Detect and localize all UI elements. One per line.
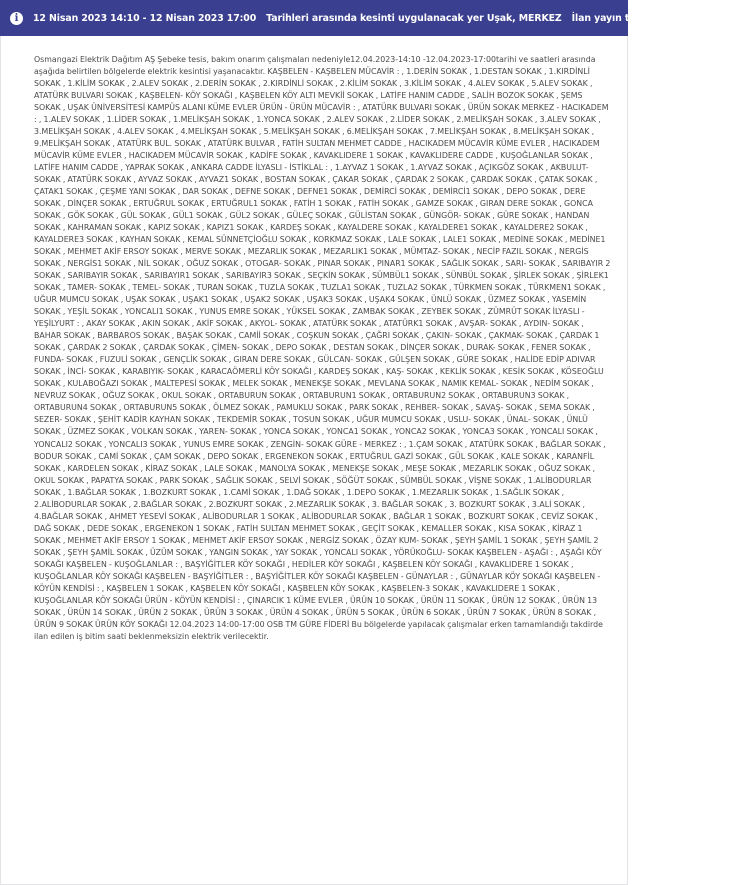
outage-header[interactable] — [0, 0, 734, 36]
outage-location: Tarihleri arasında kesinti uygulanacak yer Uşak, MERKEZ — [266, 12, 562, 24]
info-icon: i — [10, 12, 23, 25]
outage-date-range: 12 Nisan 2023 14:10 - 12 Nisan 2023 17:00 — [33, 12, 257, 24]
outage-details-panel — [0, 36, 628, 885]
outage-description: Osmangazi Elektrik Dağıtım AŞ Şebeke tesis, bakım onarım çalışmaları nedeniyle12.04.2023-14:10 -12.04.2023-17:00tarihi ve saatleri arasında aşağıda belirtilen bölgelerde elektrik kesintisi yaşanacaktır. KAŞBELEN - KAŞBELEN MÜCAVİR : , 1.DERİN SOKAK , 1.DESTAN SOKAK , 1.KIRDİNLİ SOKAK , 1.KİLİM SOKAK , 2.ALEV SOKAK , 2.DERİN SOKAK , 2.KIRDİNLİ SOKAK , 2.KİLİM SOKAK , 3.KİLİM SOKAK , 4.ALEV SOKAK , 5.ALEV SOKAK , ATATÜRK BULVARI SOKAK , KAŞBELEN- KÖY SOKAĞI , KAŞBELEN KÖY ALTI MEVKİİ SOKAK , LATİFE HANIM CADDE , SALİH BOZOK SOKAK , ŞEMS SOKAK , UŞAK ÜNİVERSİTESİ KAMPÜS ALANI KÜME EVLER ÜRÜN - ÜRÜN MÜCAVİR : , ATATÜRK BULVARI SOKAK , ÜRÜN SOKAK MERKEZ - HACIKADEM : , 1.ALEV SOKAK , 1.LİDER SOKAK , 1.MELİKŞAH SOKAK , 1.YONCA SOKAK , 2.ALEV SOKAK , 2.LİDER SOKAK , 2.MELİKŞAH SOKAK , 3.ALEV SOKAK , 3.MELİKŞAH SOKAK , 4.ALEV SOKAK , 4.MELİKŞAH SOKAK , 5.MELİKŞAH SOKAK , 6.MELİKŞAH SOKAK , 7.MELİKŞAH SOKAK , 8.MELİKŞAH SOKAK , 9.MELİKŞAH SOKAK , ATATÜRK BUL. SOKAK , ATATÜRK BULVAR , FATİH SULTAN MEHMET CADDE , HACIKADEM MÜCAVİR KÜME EVLER , HACIKADEM MÜCAVİR KÜME EVLER , HACIKADEM MÜCAVİR SOKAK , KADİFE SOKAK , KAVAKLIDERE 1 SOKAK , KAVAKLIDERE CADDE , KUŞOĞLANLAR SOKAK , LATİFE HANIM CADDE , YAPRAK SOKAK , ANKARA CADDE İLYASLI - İSTİKLAL : , 1.AYVAZ 1 SOKAK , 1.AYVAZ SOKAK , AÇIKGÖZ SOKAK , AKBULUT- SOKAK , ATATÜRK SOKAK , AYVAZ SOKAK , AYVAZ1 SOKAK , BOSTAN SOKAK , ÇAKAR SOKAK , ÇARDAK 2 SOKAK , ÇARDAK SOKAK , ÇATAK SOKAK , ÇATAK1 SOKAK , ÇEŞME YANI SOKAK , DAR SOKAK , DEFNE SOKAK , DEFNE1 SOKAK , DEMİRCİ SOKAK , DEMİRCİ1 SOKAK , DEPO SOKAK , DERE SOKAK , DİNÇER SOKAK , ERTUĞRUL SOKAK , ERTUĞRUL1 SOKAK , FATİH 1 SOKAK , FATİH SOKAK , GAMZE SOKAK , GIRAN DERE SOKAK , GONCA SOKAK , GÖK SOKAK , GÜL SOKAK , GÜL1 SOKAK , GÜL2 SOKAK , GÜLEÇ SOKAK , GÜLİSTAN SOKAK , GÜNGÖR- SOKAK , GÜRE SOKAK , HANDAN SOKAK , KAHRAMAN SOKAK , KAPIZ SOKAK , KAPIZ1 SOKAK , KARDEŞ SOKAK , KAYALDERE SOKAK , KAYALDERE1 SOKAK , KAYALDERE2 SOKAK , KAYALDERE3 SOKAK , KAYHAN SOKAK , KEMAL SÜNNETÇİOĞLU SOKAK , KORKMAZ SOKAK , LALE SOKAK , LALE1 SOKAK , MEDİNE SOKAK , MEDİNE1 SOKAK , MEHMET AKİF ERSOY SOKAK , MERVE SOKAK , MEZARLIK SOKAK , MEZARLIK1 SOKAK , MÜMTAZ- SOKAK , NECİP FAZIL SOKAK , NERGİS SOKAK , NERGİS1 SOKAK , NİL SOKAK , OĞUZ SOKAK , OTOGAR- SOKAK , PINAR SOKAK , PINAR1 SOKAK , SAĞLIK SOKAK , SARI- SOKAK , SARIBAYIR 2 SOKAK , SARIBAYIR SOKAK , SARIBAYIR1 SOKAK , SARIBAYIR3 SOKAK , SEÇKİN SOKAK , SÜMBÜL1 SOKAK , SÜNBÜL SOKAK , ŞİRLEK SOKAK , ŞİRLEK1 SOKAK , TAMER- SOKAK , TEMEL- SOKAK , TURAN SOKAK , TUZLA SOKAK , TUZLA1 SOKAK , TUZLA2 SOKAK , TÜRKMEN SOKAK , TÜRKMEN1 SOKAK , UĞUR MUMCU SOKAK , UŞAK SOKAK , UŞAK1 SOKAK , UŞAK2 SOKAK , UŞAK3 SOKAK , UŞAK4 SOKAK , ÜNLÜ SOKAK , ÜZMEZ SOKAK , YASEMİN SOKAK , YEŞİL SOKAK , YONCALI1 SOKAK , YUNUS EMRE SOKAK , YÜKSEL SOKAK , ZAMBAK SOKAK , ZEYBEK SOKAK , ZÜMRÜT SOKAK İLYASLI - YEŞİLYURT : , AKAY SOKAK , AKIN SOKAK , AKİF SOKAK , AKYOL- SOKAK , ATATÜRK SOKAK , ATATÜRK1 SOKAK , AVŞAR- SOKAK , AYDIN- SOKAK , BAHAR SOKAK , BARBAROS SOKAK , BAŞAK SOKAK , CAMİİ SOKAK , COŞKUN SOKAK , ÇAĞRI SOKAK , ÇAKIN- SOKAK , ÇAKMAK- SOKAK , ÇARDAK 1 SOKAK , ÇARDAK 2 SOKAK , ÇARDAK SOKAK , ÇİMEN- SOKAK , DEPO SOKAK , DESTAN SOKAK , DİNÇER SOKAK , DURAK- SOKAK , FENER SOKAK , FUNDA- SOKAK , FUZULİ SOKAK , GENÇLİK SOKAK , GIRAN DERE SOKAK , GÜLCAN- SOKAK , GÜLŞEN SOKAK , GÜRE SOKAK , HALİDE EDİP ADIVAR SOKAK , İNCİ- SOKAK , KARABIYIK- SOKAK , KARACAÖMERLİ KÖY SOKAĞI , KARDEŞ SOKAK , KAŞ- SOKAK , KEKLİK SOKAK , KESİK SOKAK , KÖSEOĞLU SOKAK , KULABOĞAZI SOKAK , MALTEPESİ SOKAK , MELEK SOKAK , MENEKŞE SOKAK , MEVLANA SOKAK , NAMIK KEMAL- SOKAK , NEDİM SOKAK , NEVRUZ SOKAK , OĞUZ SOKAK , OKUL SOKAK , ORTABURUN SOKAK , ORTABURUN1 SOKAK , ORTABURUN2 SOKAK , ORTABURUN3 SOKAK , ORTABURUN4 SOKAK , ORTABURUN5 SOKAK , ÖLMEZ SOKAK , PAMUKLU SOKAK , PARK SOKAK , REHBER- SOKAK , SAVAŞ- SOKAK , SEMA SOKAK , SEZER- SOKAK , ŞEHİT KADİR KAYHAN SOKAK , TEKDEMİR SOKAK , TOSUN SOKAK , UĞUR MUMCU SOKAK , USLU- SOKAK , ÜNAL- SOKAK , ÜNLÜ SOKAK , ÜZMEZ SOKAK , VOLKAN SOKAK , YAREN- SOKAK , YONCA SOKAK , YONCA1 SOKAK , YONCA2 SOKAK , YONCA3 SOKAK , YONCALI SOKAK , YONCALI2 SOKAK , YONCALI3 SOKAK , YUNUS EMRE SOKAK , ZENGİN- SOKAK GÜRE - MERKEZ : , 1.ÇAM SOKAK , ATATÜRK SOKAK , BAĞLAR SOKAK , BODUR SOKAK , CAMİ SOKAK , ÇAM SOKAK , DEPO SOKAK , ERGENEKON SOKAK , ERTUĞRUL GAZİ SOKAK , GÜL SOKAK , KALE SOKAK , KARANFİL SOKAK , KARDELEN SOKAK , KİRAZ SOKAK , LALE SOKAK , MANOLYA SOKAK , MENEKŞE SOKAK , MEŞE SOKAK , MEZARLIK SOKAK , OĞUZ SOKAK , OKUL SOKAK , PAPATYA SOKAK , PARK SOKAK , SAĞLIK SOKAK , SELVİ SOKAK , SÖĞÜT SOKAK , SÜMBÜL SOKAK , VİŞNE SOKAK , 1.ALİBODURLAR SOKAK , 1.BAĞLAR SOKAK , 1.BOZKURT SOKAK , 1.CAMİ SOKAK , 1.DAĞ SOKAK , 1.DEPO SOKAK , 1.MEZARLIK SOKAK , 1.SAĞLIK SOKAK , 2.ALİBODURLAR SOKAK , 2.BAĞLAR SOKAK , 2.BOZKURT SOKAK , 2.MEZARLIK SOKAK , 3. BAĞLAR SOKAK , 3. BOZKURT SOKAK , 3.ALİ SOKAK , 4.BAĞLAR SOKAK , AHMET YESEVİ SOKAK , ALİBODURLAR 1 SOKAK , ALİBODURLAR SOKAK , BAĞLAR 1 SOKAK , BOZKURT SOKAK , CEVİZ SOKAK , DAĞ SOKAK , DEDE SOKAK , ERGENEKON 1 SOKAK , FATİH SULTAN MEHMET SOKAK , GEÇİT SOKAK , KEMALLER SOKAK , KISA SOKAK , KİRAZ 1 SOKAK , MEHMET AKİF ERSOY 1 SOKAK , MEHMET AKİF ERSOY SOKAK , NERGİZ SOKAK , ÖZAY KUM- SOKAK , ŞEYH ŞAMİL 1 SOKAK , ŞEYH ŞAMİL 2 SOKAK , ŞEYH ŞAMİL SOKAK , ÜZÜM SOKAK , YANGIN SOKAK , YAY SOKAK , YONCALI SOKAK , YÖRÜKOĞLU- SOKAK KAŞBELEN - AŞAĞI : , AŞAĞI KÖY SOKAĞI KAŞBELEN - KUŞOĞLANLAR : , BAŞYİĞİTLER KÖY SOKAĞI , HEDİLER KÖY SOKAĞI , KAŞBELEN KÖY SOKAĞI , KAVAKLIDERE 1 SOKAK , KUŞOĞLANLAR KÖY SOKAĞI KAŞBELEN - BAŞYİĞİTLER : , BAŞYİĞİTLER KÖY SOKAĞI KAŞBELEN - GÜNAYLAR : , GÜNAYLAR KÖY SOKAĞI KAŞBELEN - KÖYÜN KENDİSİ : , KAŞBELEN 1 SOKAK , KAŞBELEN KÖY SOKAĞI , KAŞBELEN KÖY SOKAK , KAŞBELEN-3 SOKAK , KAVAKLIDERE 1 SOKAK , KUŞOĞLANLAR KÖY SOKAĞI ÜRÜN - KÖYÜN KENDİSİ : , ÇINARCIK 1 KÜME EVLER , ÜRÜN 10 SOKAK , ÜRÜN 11 SOKAK , ÜRÜN 12 SOKAK , ÜRÜN 13 SOKAK , ÜRÜN 14 SOKAK , ÜRÜN 2 SOKAK , ÜRÜN 3 SOKAK , ÜRÜN 4 SOKAK , ÜRÜN 5 SOKAK , ÜRÜN 6 SOKAK , ÜRÜN 7 SOKAK , ÜRÜN 8 SOKAK , ÜRÜN 9 SOKAK ÜRÜN KÖY SOKAĞI 12.04.2023 14:00-17:00 OSB TM GÜRE FİDERİ Bu bölgelerde yapılacak çalışmalar erken tamamlandığı takdirde ilan edilen iş bitim saati beklenmeksizin elektrik verilecektir. — [34, 55, 611, 641]
publish-date: İlan yayın tarihi: 10 Nisan 2023 — [571, 12, 734, 24]
chevron-down-icon[interactable] — [737, 10, 750, 23]
